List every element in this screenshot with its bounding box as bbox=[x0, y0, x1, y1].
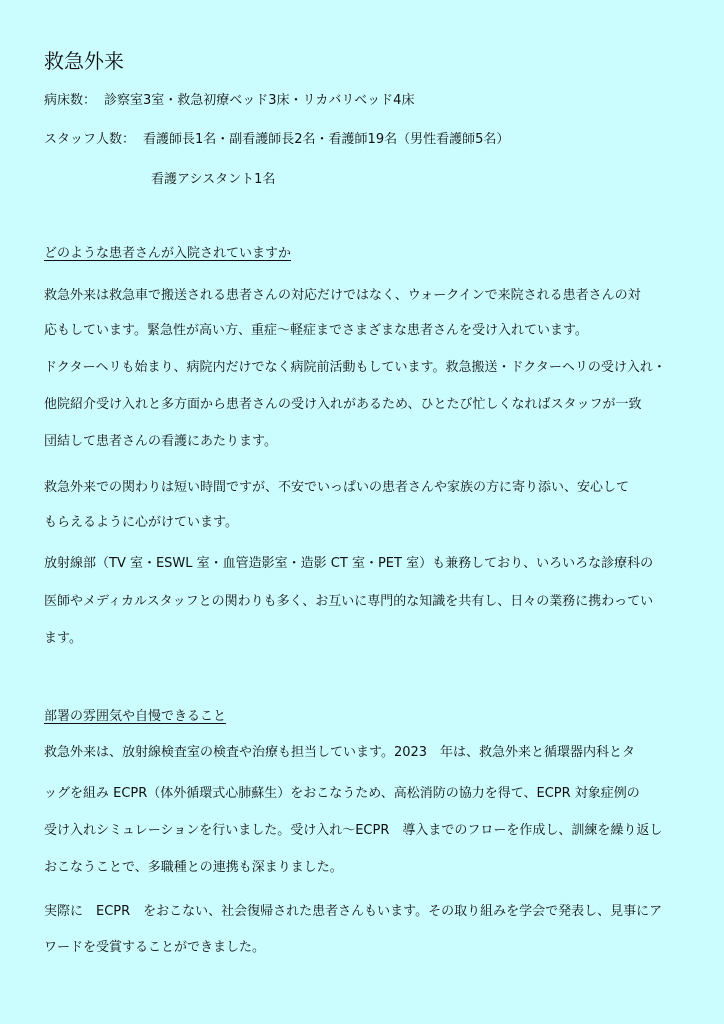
beds-value: 診察室3室・救急初療ベッド3床・リカバリベッド4床 bbox=[104, 93, 415, 108]
staff-label: スタッフ人数： bbox=[44, 132, 136, 147]
section2-line: おこなうことで、多職種との連携も深まりました。 bbox=[44, 860, 343, 875]
section2-line: 救急外来は、放射線検査室の検査や治療も担当しています。2023 年は、救急外来と循環器内科とタ bbox=[44, 745, 636, 760]
section2-line: ッグを組み ECPR（体外循環式心肺蘇生）をおこなうため、高松消防の協力を得て、ECPR 対象症例の bbox=[44, 786, 640, 801]
section2-line: 受け入れシミュレーションを行いました。受け入れ～ECPR 導入までのフローを作成し、訓練を繰り返し bbox=[44, 823, 663, 838]
staff-info bbox=[44, 131, 509, 149]
section1-line: 応もしています。緊急性が高い方、重症～軽症までさまざまな患者さんを受け入れています。 bbox=[44, 323, 588, 338]
section1-line: 団結して患者さんの看護にあたります。 bbox=[44, 434, 277, 449]
page-title: 救急外来 bbox=[44, 49, 124, 73]
section1-line: ドクターヘリも始まり、病院内だけでなく病院前活動もしています。救急搬送・ドクターヘリの受け入れ・ bbox=[44, 360, 666, 375]
section1-line: 他院紹介受け入れと多方面から患者さんの受け入れがあるため、ひとたび忙しくなればスタッフが一致 bbox=[44, 397, 642, 412]
section1-line: 医師やメディカルスタッフとの関わりも多く、お互いに専門的な知識を共有し、日々の業務に携わってい bbox=[44, 594, 654, 609]
beds-info bbox=[44, 92, 414, 110]
section1-line: もらえるように心がけています。 bbox=[44, 515, 238, 530]
staff-value: 看護師長1名・副看護師長2名・看護師19名（男性看護師5名） bbox=[143, 132, 510, 147]
section1-line: 救急外来は救急車で搬送される患者さんの対応だけではなく、ウォークインで来院される患者さんの対 bbox=[44, 288, 641, 303]
staff-value-secondary: 看護アシスタント1名 bbox=[151, 172, 276, 187]
section2-line: 実際に ECPR をおこない、社会復帰された患者さんもいます。その取り組みを学会で発表し、見事にア bbox=[44, 904, 663, 919]
section2-line: ワードを受賞することができました。 bbox=[44, 940, 266, 955]
beds-label: 病床数： bbox=[44, 93, 97, 108]
section1-line: 救急外来での関わりは短い時間ですが、不安でいっぱいの患者さんや家族の方に寄り添い、安心して bbox=[44, 480, 630, 495]
section1-line: ます。 bbox=[44, 631, 82, 646]
section2-heading: 部署の雰囲気や自慢できること bbox=[44, 709, 227, 724]
section1-heading: どのような患者さんが入院されていますか bbox=[44, 246, 292, 261]
section1-line: 放射線部（TV 室・ESWL 室・血管造影室・造影 CT 室・PET 室）も兼務しており、いろいろな診療科の bbox=[44, 556, 654, 571]
